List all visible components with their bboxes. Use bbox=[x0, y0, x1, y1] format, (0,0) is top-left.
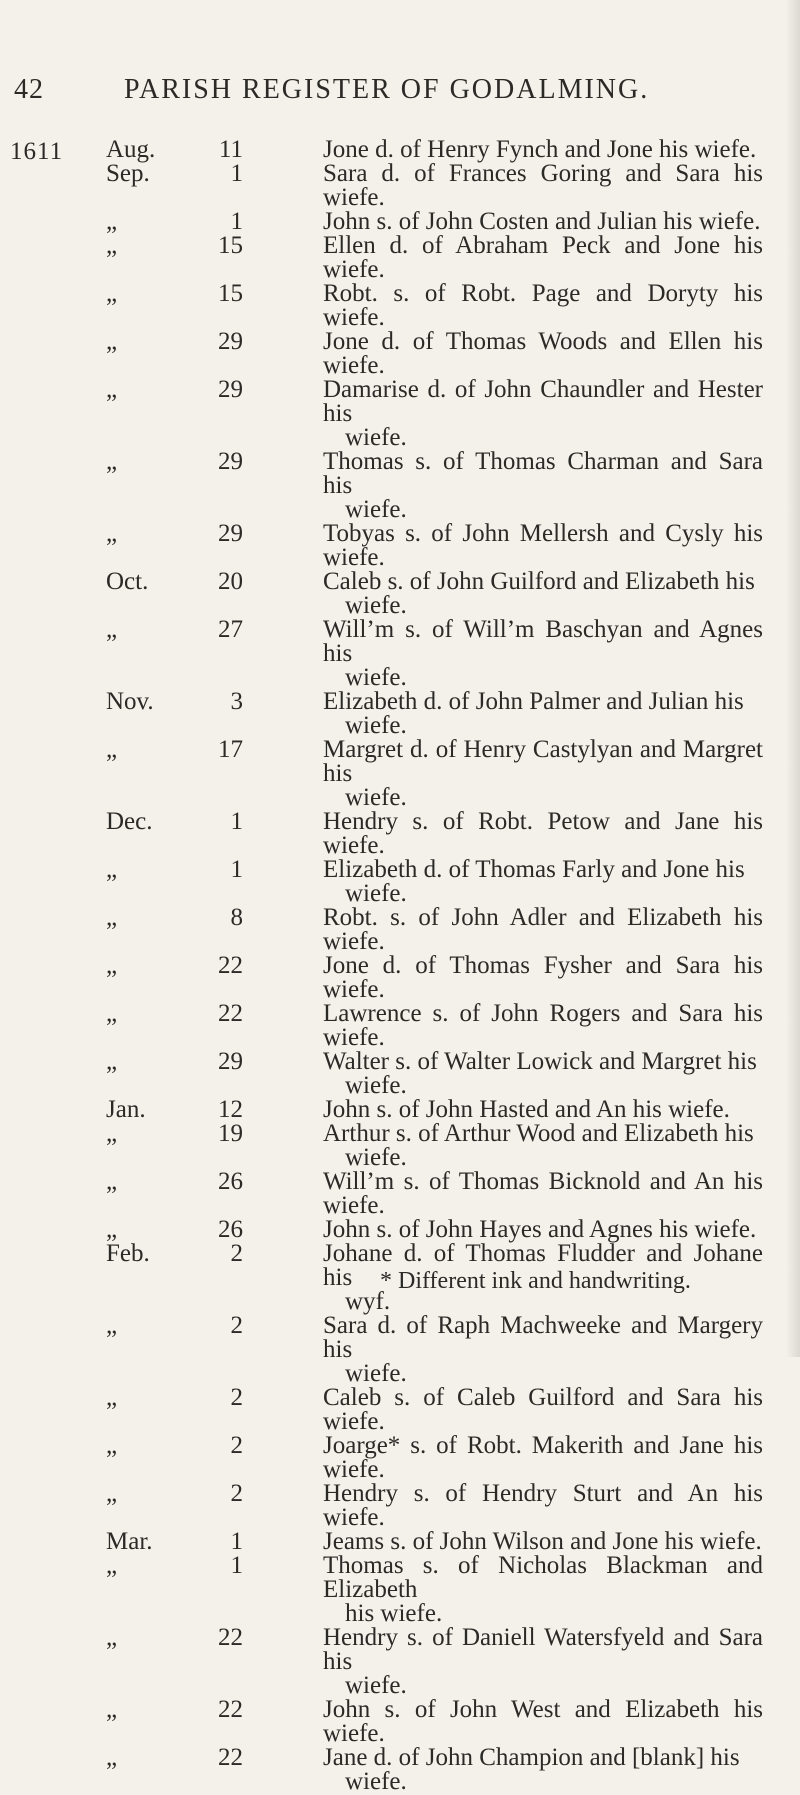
entry-month: Oct. bbox=[106, 568, 149, 595]
entry-line: Thomas s. of Nicholas Blackman and Elizabeth bbox=[323, 1552, 763, 1603]
register-entry bbox=[0, 1482, 800, 1530]
entry-text bbox=[323, 738, 763, 810]
entry-day: 22 bbox=[218, 1000, 243, 1027]
entry-day: 22 bbox=[218, 952, 243, 979]
entry-line: Walter s. of Walter Lowick and Margret his bbox=[323, 1048, 757, 1075]
entry-continuation-line: wiefe. bbox=[345, 592, 407, 619]
entry-month: „ bbox=[106, 520, 118, 547]
entry-line: Hendry s. of Daniell Watersfyeld and Sara his bbox=[323, 1624, 763, 1675]
page-header bbox=[0, 74, 800, 114]
entry-month: „ bbox=[106, 1384, 118, 1411]
entry-line: John s. of John Hasted and An his wiefe. bbox=[323, 1096, 730, 1123]
entry-day: 22 bbox=[218, 1696, 243, 1723]
entry-day: 2 bbox=[230, 1384, 243, 1411]
entry-day: 8 bbox=[230, 904, 243, 931]
entry-continuation-line: wiefe. bbox=[345, 1144, 407, 1171]
register-entry bbox=[0, 378, 800, 450]
register-entry bbox=[0, 690, 800, 738]
entry-day: 29 bbox=[218, 448, 243, 475]
entry-text bbox=[323, 1626, 763, 1698]
entry-line: Will’m s. of Thomas Bicknold and An his wiefe. bbox=[323, 1168, 763, 1219]
entry-continuation-line: wiefe. bbox=[345, 880, 407, 907]
entry-text bbox=[323, 810, 763, 858]
entry-continuation-line: wiefe. bbox=[345, 496, 407, 523]
entry-line: Johane d. of Thomas Fludder and Johane his bbox=[323, 1240, 763, 1291]
entry-text bbox=[323, 858, 763, 906]
entry-day: 26 bbox=[218, 1216, 243, 1243]
entry-line: Robt. s. of John Adler and Elizabeth his wiefe. bbox=[323, 904, 763, 955]
entry-day: 29 bbox=[218, 1048, 243, 1075]
entry-month: „ bbox=[106, 616, 118, 643]
register-entry bbox=[0, 210, 800, 234]
entry-continuation-line: wiefe. bbox=[345, 784, 407, 811]
register-entry bbox=[0, 954, 800, 1002]
running-title: PARISH REGISTER OF GODALMING. bbox=[124, 74, 650, 105]
entry-line: Ellen d. of Abraham Peck and Jone his wiefe. bbox=[323, 232, 763, 283]
entry-line: John s. of John West and Elizabeth his wiefe. bbox=[323, 1696, 763, 1747]
register-entry bbox=[0, 1002, 800, 1050]
entry-month: Dec. bbox=[106, 808, 153, 835]
entry-month: „ bbox=[106, 856, 118, 883]
register-entry bbox=[0, 738, 800, 810]
entry-month: Jan. bbox=[106, 1096, 146, 1123]
entry-day: 15 bbox=[218, 232, 243, 259]
entry-day: 1 bbox=[230, 856, 243, 883]
entry-text bbox=[323, 1002, 763, 1050]
entry-line: Jone d. of Henry Fynch and Jone his wiefe. bbox=[323, 136, 757, 163]
register-entry bbox=[0, 522, 800, 570]
entry-month: Sep. bbox=[106, 160, 150, 187]
entry-day: 19 bbox=[218, 1120, 243, 1147]
entry-text bbox=[323, 210, 763, 234]
entry-text bbox=[323, 1554, 763, 1626]
register-entry bbox=[0, 234, 800, 282]
entry-line: Lawrence s. of John Rogers and Sara his wiefe. bbox=[323, 1000, 763, 1051]
entry-month: „ bbox=[106, 1048, 118, 1075]
entry-text bbox=[323, 138, 763, 162]
entry-text bbox=[323, 162, 763, 210]
register-entry bbox=[0, 1698, 800, 1746]
entry-month: Feb. bbox=[106, 1240, 150, 1267]
entry-day: 22 bbox=[218, 1624, 243, 1651]
register-entry bbox=[0, 1386, 800, 1434]
entry-text bbox=[323, 1698, 763, 1746]
entry-text bbox=[323, 1122, 763, 1170]
entry-month: „ bbox=[106, 904, 118, 931]
entry-day: 27 bbox=[218, 616, 243, 643]
entry-month: „ bbox=[106, 1168, 118, 1195]
entry-day: 1 bbox=[230, 208, 243, 235]
entry-day: 20 bbox=[218, 568, 243, 595]
entry-continuation-line: wiefe. bbox=[345, 424, 407, 451]
entry-line: Will’m s. of Will’m Baschyan and Agnes his bbox=[323, 616, 763, 667]
entry-line: Jeams s. of John Wilson and Jone his wiefe. bbox=[323, 1528, 762, 1555]
entry-month: Mar. bbox=[106, 1528, 153, 1555]
entry-text bbox=[323, 378, 763, 450]
entry-month: „ bbox=[106, 448, 118, 475]
entry-text bbox=[323, 1218, 763, 1242]
entry-text bbox=[323, 1170, 763, 1218]
entry-month: „ bbox=[106, 952, 118, 979]
entry-text bbox=[323, 330, 763, 378]
entry-continuation-line: wiefe. bbox=[345, 1768, 407, 1795]
entry-line: Sara d. of Raph Machweeke and Margery his bbox=[323, 1312, 763, 1363]
entry-text bbox=[323, 1050, 763, 1098]
entry-line: Damarise d. of John Chaundler and Hester his bbox=[323, 376, 763, 427]
entry-line: John s. of John Costen and Julian his wiefe. bbox=[323, 208, 761, 235]
entry-continuation-line: his wiefe. bbox=[345, 1600, 443, 1627]
entry-text bbox=[323, 1482, 763, 1530]
entry-text bbox=[323, 618, 763, 690]
entry-month: „ bbox=[106, 280, 118, 307]
entry-line: Sara d. of Frances Goring and Sara his wiefe. bbox=[323, 160, 763, 211]
page-number: 42 bbox=[14, 74, 44, 105]
entry-text bbox=[323, 522, 763, 570]
entry-text bbox=[323, 954, 763, 1002]
entry-month: „ bbox=[106, 736, 118, 763]
register-entry bbox=[0, 1746, 800, 1794]
entry-day: 1 bbox=[230, 160, 243, 187]
entry-continuation-line: wiefe. bbox=[345, 1672, 407, 1699]
entry-line: Hendry s. of Hendry Sturt and An his wiefe. bbox=[323, 1480, 763, 1531]
entry-line: Margret d. of Henry Castylyan and Margret his bbox=[323, 736, 763, 787]
entry-day: 29 bbox=[218, 376, 243, 403]
entry-month: „ bbox=[106, 328, 118, 355]
entry-month: „ bbox=[106, 1696, 118, 1723]
entry-text bbox=[323, 1530, 763, 1554]
register-entry bbox=[0, 1554, 800, 1626]
entry-line: Caleb s. of John Guilford and Elizabeth his bbox=[323, 568, 755, 595]
entry-line: Robt. s. of Robt. Page and Doryty his wiefe. bbox=[323, 280, 763, 331]
entry-continuation-line: wiefe. bbox=[345, 1072, 407, 1099]
register-entry bbox=[0, 858, 800, 906]
entry-line: Jone d. of Thomas Fysher and Sara his wiefe. bbox=[323, 952, 763, 1003]
register-entry bbox=[0, 570, 800, 618]
entry-month: „ bbox=[106, 1552, 118, 1579]
entry-text bbox=[323, 1314, 763, 1386]
entry-text bbox=[323, 1386, 763, 1434]
register-entry bbox=[0, 618, 800, 690]
register-entry bbox=[0, 162, 800, 210]
entry-month: „ bbox=[106, 1120, 118, 1147]
entry-line: Joarge* s. of Robt. Makerith and Jane his wiefe. bbox=[323, 1432, 763, 1483]
entry-month: Aug. bbox=[106, 136, 156, 163]
entry-text bbox=[323, 906, 763, 954]
register-entry bbox=[0, 1170, 800, 1218]
entry-day: 2 bbox=[230, 1432, 243, 1459]
entry-day: 1 bbox=[230, 1528, 243, 1555]
register-entry bbox=[0, 1050, 800, 1098]
entry-day: 2 bbox=[230, 1240, 243, 1267]
entry-text bbox=[323, 1098, 763, 1122]
entry-month: „ bbox=[106, 376, 118, 403]
register-entry bbox=[0, 906, 800, 954]
entry-day: 15 bbox=[218, 280, 243, 307]
year-label: 1611 bbox=[10, 138, 64, 165]
entry-day: 22 bbox=[218, 1744, 243, 1771]
entry-text bbox=[323, 450, 763, 522]
entry-day: 17 bbox=[218, 736, 243, 763]
entry-day: 29 bbox=[218, 520, 243, 547]
register-entry bbox=[0, 282, 800, 330]
register-entry bbox=[0, 1218, 800, 1242]
entry-text bbox=[323, 282, 763, 330]
entry-line: Elizabeth d. of John Palmer and Julian his bbox=[323, 688, 744, 715]
entry-month: „ bbox=[106, 1744, 118, 1771]
entry-day: 1 bbox=[230, 1552, 243, 1579]
entry-day: 2 bbox=[230, 1480, 243, 1507]
register-entry bbox=[0, 1314, 800, 1386]
footnote: * Different ink and handwriting. bbox=[380, 1268, 691, 1294]
entry-line: Hendry s. of Robt. Petow and Jane his wiefe. bbox=[323, 808, 763, 859]
entry-continuation-line: wiefe. bbox=[345, 1360, 407, 1387]
register-entry bbox=[0, 1098, 800, 1122]
register-entry bbox=[0, 810, 800, 858]
entry-month: Nov. bbox=[106, 688, 154, 715]
entry-month: „ bbox=[106, 1480, 118, 1507]
entry-day: 12 bbox=[218, 1096, 243, 1123]
entry-continuation-line: wiefe. bbox=[345, 712, 407, 739]
entry-day: 11 bbox=[218, 136, 243, 163]
entry-text bbox=[323, 234, 763, 282]
entry-line: Tobyas s. of John Mellersh and Cysly his wiefe. bbox=[323, 520, 763, 571]
entry-day: 26 bbox=[218, 1168, 243, 1195]
register-entry bbox=[0, 1434, 800, 1482]
entry-month: „ bbox=[106, 1216, 118, 1243]
register-entry bbox=[0, 450, 800, 522]
register-entry bbox=[0, 1122, 800, 1170]
register-entry bbox=[0, 330, 800, 378]
entry-month: „ bbox=[106, 1312, 118, 1339]
entry-text bbox=[323, 1434, 763, 1482]
entry-line: Elizabeth d. of Thomas Farly and Jone his bbox=[323, 856, 745, 883]
entry-day: 2 bbox=[230, 1312, 243, 1339]
entry-month: „ bbox=[106, 1624, 118, 1651]
entry-line: John s. of John Hayes and Agnes his wiefe. bbox=[323, 1216, 757, 1243]
entry-day: 1 bbox=[230, 808, 243, 835]
entry-month: „ bbox=[106, 208, 118, 235]
entry-line: Thomas s. of Thomas Charman and Sara his bbox=[323, 448, 763, 499]
entry-day: 29 bbox=[218, 328, 243, 355]
entry-text bbox=[323, 690, 763, 738]
entry-month: „ bbox=[106, 232, 118, 259]
baptism-register bbox=[0, 138, 800, 1794]
register-entry bbox=[0, 138, 800, 162]
entry-line: Caleb s. of Caleb Guilford and Sara his wiefe. bbox=[323, 1384, 763, 1435]
entry-line: Jane d. of John Champion and [blank] his bbox=[323, 1744, 740, 1771]
entry-day: 3 bbox=[230, 688, 243, 715]
entry-continuation-line: wiefe. bbox=[345, 664, 407, 691]
register-entry bbox=[0, 1626, 800, 1698]
entry-text bbox=[323, 1746, 763, 1794]
entry-text bbox=[323, 570, 763, 618]
entry-line: Jone d. of Thomas Woods and Ellen his wiefe. bbox=[323, 328, 763, 379]
entry-month: „ bbox=[106, 1000, 118, 1027]
entry-line: Arthur s. of Arthur Wood and Elizabeth his bbox=[323, 1120, 754, 1147]
register-entry bbox=[0, 1530, 800, 1554]
entry-continuation-line: wyf. bbox=[345, 1288, 391, 1315]
entry-month: „ bbox=[106, 1432, 118, 1459]
